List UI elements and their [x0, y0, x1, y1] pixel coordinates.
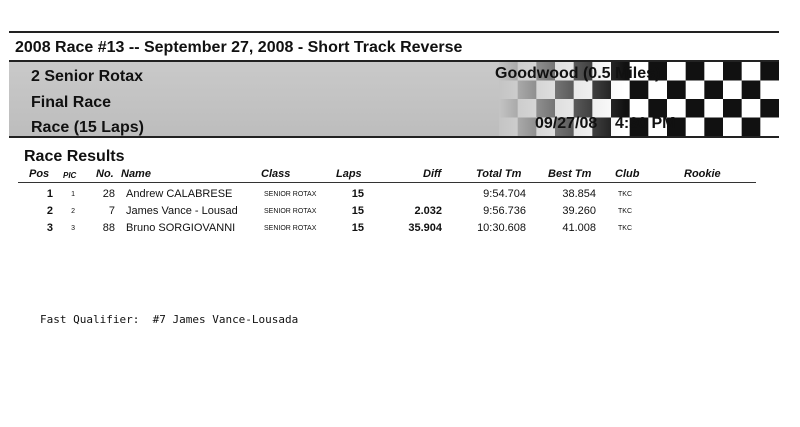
cell-club: TKC [618, 191, 632, 198]
banner-class: 2 Senior Rotax [31, 68, 144, 85]
cell-name: Bruno SORGIOVANNI [126, 222, 236, 234]
banner-time: 4:30 PM [615, 115, 676, 132]
col-rookie: Rookie [684, 168, 721, 180]
banner-track: Goodwood (0.5 Miles) [495, 65, 661, 82]
cell-pic: 2 [71, 208, 75, 215]
table-row [0, 222, 800, 239]
col-no: No. [96, 168, 114, 180]
col-pic: PIC [63, 171, 77, 180]
cell-club: TKC [618, 208, 632, 215]
cell-club: TKC [618, 225, 632, 232]
col-name: Name [121, 168, 151, 180]
cell-name: James Vance - Lousad [126, 205, 238, 217]
banner-date: 09/27/08 [535, 115, 598, 132]
col-club: Club [615, 168, 640, 180]
table-row [0, 188, 800, 205]
cell-best: 38.854 [562, 188, 596, 200]
cell-no: 28 [102, 188, 115, 200]
fast-qualifier [40, 313, 298, 326]
cell-class: SENIOR ROTAX [264, 208, 317, 215]
banner-race-length: Race (15 Laps) [31, 119, 144, 136]
cell-laps: 15 [351, 188, 364, 200]
table-row [0, 205, 800, 222]
banner-session: Final Race [31, 94, 112, 111]
fast-qualifier-label: Fast Qualifier: [40, 313, 140, 326]
col-pos: Pos [29, 168, 50, 180]
cell-diff: 35.904 [408, 222, 442, 234]
cell-no: 88 [102, 222, 115, 234]
results-section-title: Race Results [24, 148, 125, 165]
col-laps: Laps [336, 168, 362, 180]
header-rule [18, 182, 756, 183]
col-class: Class [261, 168, 291, 180]
cell-total: 10:30.608 [477, 222, 526, 234]
top-rule [9, 31, 779, 33]
col-total: Total Tm [476, 168, 522, 180]
fast-qualifier-value: #7 James Vance-Lousada [152, 313, 299, 326]
cell-pos: 1 [46, 188, 53, 200]
cell-no: 7 [108, 205, 115, 217]
cell-diff: 2.032 [414, 205, 442, 217]
cell-pic: 3 [71, 225, 75, 232]
page-title: 2008 Race #13 -- September 27, 2008 - Short Track Reverse [15, 39, 463, 56]
cell-class: SENIOR ROTAX [264, 225, 317, 232]
col-best: Best Tm [548, 168, 592, 180]
cell-total: 9:56.736 [483, 205, 526, 217]
cell-best: 39.260 [562, 205, 596, 217]
cell-laps: 15 [351, 222, 364, 234]
cell-total: 9:54.704 [483, 188, 526, 200]
cell-pos: 2 [46, 205, 53, 217]
col-diff: Diff [423, 168, 442, 180]
cell-name: Andrew CALABRESE [126, 188, 233, 200]
cell-class: SENIOR ROTAX [264, 191, 317, 198]
race-banner [9, 60, 779, 138]
cell-pos: 3 [46, 222, 53, 234]
cell-laps: 15 [351, 205, 364, 217]
cell-best: 41.008 [562, 222, 596, 234]
cell-pic: 1 [71, 191, 75, 198]
